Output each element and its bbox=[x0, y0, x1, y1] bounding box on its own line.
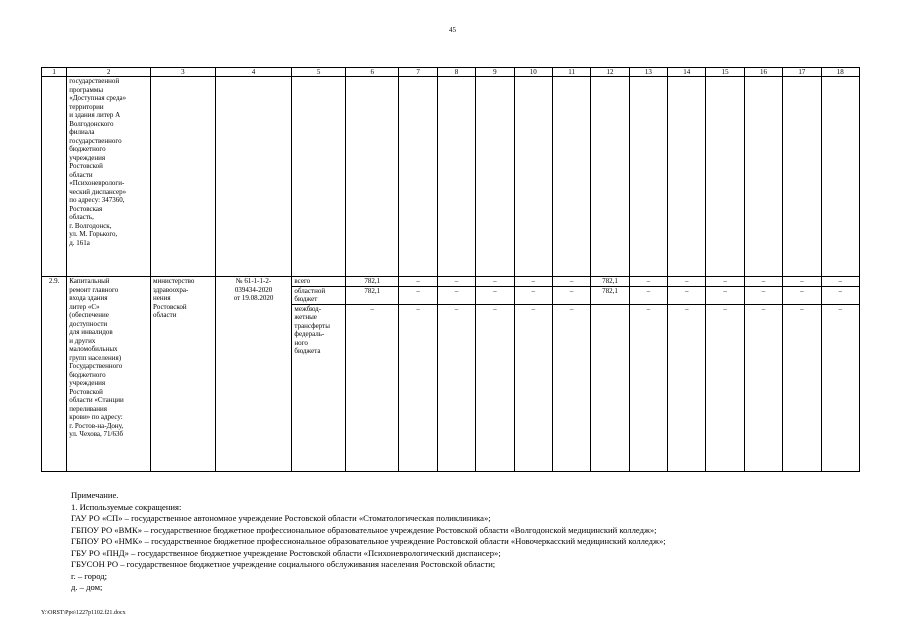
value-total: – bbox=[761, 277, 766, 285]
header-cell: 12 bbox=[591, 68, 629, 77]
cell-executor bbox=[151, 277, 216, 472]
table-row bbox=[42, 77, 860, 277]
notes-block bbox=[71, 490, 871, 594]
text-line: учреждения bbox=[69, 379, 106, 387]
value-federal: – bbox=[476, 304, 513, 314]
text-line: маломобильных bbox=[69, 345, 118, 353]
note-line: ГАУ РО «СП» – государственное автономное учреждение Ростовской области «Стоматологическая поликлиника»; bbox=[71, 513, 491, 523]
header-cell: 13 bbox=[629, 68, 667, 77]
value-cell bbox=[706, 277, 744, 472]
value-total: – bbox=[531, 277, 536, 285]
cell-source bbox=[292, 277, 346, 472]
text-line: область, bbox=[69, 213, 94, 221]
text-line: государственной bbox=[69, 77, 120, 85]
text-line: бюджетного bbox=[69, 145, 106, 153]
notes-title: Примечание. bbox=[71, 490, 119, 500]
value-federal: – bbox=[745, 304, 782, 314]
text-line: д. 161а bbox=[69, 238, 90, 247]
source-regional bbox=[292, 286, 345, 304]
text-line: (обеспечение bbox=[69, 311, 109, 319]
value-total: – bbox=[493, 277, 497, 285]
value-federal: – bbox=[668, 304, 705, 314]
header-cell: 2 bbox=[67, 68, 151, 77]
text-line: области bbox=[69, 170, 93, 179]
text-line: Волгодонского bbox=[69, 119, 114, 128]
text-line: групп населения) bbox=[69, 353, 122, 362]
text-line: доступности bbox=[69, 319, 108, 328]
text-line: от 19.08.2020 bbox=[233, 294, 274, 302]
header-cell: 16 bbox=[744, 68, 782, 77]
text-line: ремонт главного bbox=[69, 285, 119, 294]
value-total: – bbox=[646, 277, 651, 285]
value-total: 782,1 bbox=[602, 277, 618, 285]
value-cell bbox=[591, 277, 629, 472]
cell-num: 2.9. bbox=[42, 277, 67, 472]
value-cell bbox=[345, 277, 399, 472]
note-line: д. – дом; bbox=[71, 582, 103, 592]
value-cell bbox=[552, 277, 590, 472]
value-regional: – bbox=[706, 286, 743, 304]
text-line: переливания bbox=[69, 404, 107, 413]
value-cell bbox=[514, 277, 552, 472]
text-line: нения bbox=[153, 294, 171, 302]
header-cell: 10 bbox=[514, 68, 552, 77]
text-line: бюджет bbox=[294, 295, 318, 303]
text-line: трансферты bbox=[294, 321, 330, 330]
source-federal bbox=[292, 304, 345, 356]
cell-num bbox=[42, 77, 67, 277]
text-line: областной bbox=[294, 286, 326, 295]
text-line: области bbox=[153, 311, 177, 319]
text-line: крови» по адресу: bbox=[69, 413, 123, 421]
value-regional: – bbox=[783, 286, 820, 304]
value-total: – bbox=[569, 277, 574, 285]
value-federal: – bbox=[346, 304, 399, 314]
value-cell bbox=[668, 277, 706, 472]
text-line: литер «С» bbox=[69, 302, 100, 311]
page-number: 45 bbox=[449, 26, 456, 34]
text-line: Государственного bbox=[69, 362, 123, 370]
text-line: программы bbox=[69, 85, 104, 94]
header-cell: 14 bbox=[668, 68, 706, 77]
header-cell: 4 bbox=[215, 68, 292, 77]
text-line: бюджетного bbox=[69, 370, 106, 379]
text-line: «Доступная среда» bbox=[69, 94, 127, 102]
file-path: Y:\ORST\Ppo\1227p1102.f21.docx bbox=[41, 610, 126, 616]
value-cell bbox=[399, 277, 437, 472]
value-regional: – bbox=[438, 286, 475, 304]
value-cell bbox=[821, 277, 859, 472]
value-federal: – bbox=[399, 304, 436, 314]
header-cell: 1 bbox=[42, 68, 67, 77]
value-federal: – bbox=[630, 304, 667, 314]
text-line: Ростовской bbox=[69, 387, 103, 396]
text-line: министерство bbox=[153, 277, 195, 285]
text-line: ческий диспансер» bbox=[69, 187, 127, 196]
header-cell: 17 bbox=[783, 68, 821, 77]
value-cell bbox=[629, 277, 667, 472]
note-line: г. – город; bbox=[71, 570, 108, 581]
text-line: № 61-1-1-2- bbox=[235, 277, 272, 285]
value-federal: – bbox=[438, 304, 475, 314]
header-cell: 11 bbox=[552, 68, 590, 77]
value-regional: – bbox=[822, 286, 859, 304]
text-line: жетные bbox=[294, 313, 317, 321]
table-row bbox=[42, 277, 860, 472]
value-regional: – bbox=[668, 286, 705, 304]
text-line: межбюд- bbox=[294, 304, 322, 313]
text-line: федераль- bbox=[294, 330, 325, 338]
value-total: – bbox=[723, 277, 727, 285]
text-line: г. Волгодонск, bbox=[69, 221, 112, 230]
value-regional: – bbox=[515, 286, 552, 304]
value-cell bbox=[783, 277, 821, 472]
header-cell: 15 bbox=[706, 68, 744, 77]
value-total: – bbox=[454, 277, 459, 285]
text-line: и здания литер А bbox=[69, 111, 121, 119]
text-line: территории bbox=[69, 102, 104, 111]
value-federal: – bbox=[706, 304, 743, 314]
text-line: Капитальный bbox=[69, 277, 110, 285]
text-line: здравоохра- bbox=[153, 285, 189, 294]
header-cell: 9 bbox=[476, 68, 514, 77]
value-cell bbox=[744, 277, 782, 472]
text-line: входа здания bbox=[69, 294, 108, 302]
text-line: ного bbox=[294, 338, 308, 347]
value-federal bbox=[591, 304, 628, 314]
header-cell: 6 bbox=[345, 68, 399, 77]
value-federal: – bbox=[822, 304, 859, 314]
cell-name bbox=[67, 77, 151, 277]
value-regional: – bbox=[630, 286, 667, 304]
note-line: ГБУ РО «ПНД» – государственное бюджетное учреждение Ростовской области «Психоневрологический диспансер»; bbox=[71, 547, 501, 558]
text-line: Ростовская bbox=[69, 204, 103, 213]
value-regional: 782,1 bbox=[346, 286, 399, 304]
text-line: филиала bbox=[69, 128, 95, 136]
text-line: учреждения bbox=[69, 153, 106, 162]
value-total: – bbox=[685, 277, 689, 285]
value-total: – bbox=[838, 277, 843, 285]
header-cell: 7 bbox=[399, 68, 437, 77]
value-cell bbox=[437, 277, 475, 472]
value-cell bbox=[476, 277, 514, 472]
note-line: ГБПОУ РО «ВМК» – государственное бюджетное профессиональное образовательное учреждение Ростовской области «Волгодонской медицинский колледж»; bbox=[71, 524, 657, 535]
header-cell: 18 bbox=[821, 68, 859, 77]
value-federal: – bbox=[553, 304, 590, 314]
text-line: ул. Чехова, 71/63б bbox=[69, 430, 124, 438]
header-cell: 5 bbox=[292, 68, 346, 77]
text-line: государственного bbox=[69, 136, 122, 145]
text-line: «Психоневрологи- bbox=[69, 179, 125, 187]
header-cell: 8 bbox=[437, 68, 475, 77]
note-line: ГБУСОН РО – государственное бюджетное учреждение социального обслуживания населения Ростовской области; bbox=[71, 559, 496, 569]
value-total: – bbox=[416, 277, 420, 285]
notes-item-1: 1. Используемые сокращения: bbox=[71, 501, 182, 512]
text-line: области «Станции bbox=[69, 396, 124, 404]
text-line: по адресу: 347360, bbox=[69, 196, 125, 204]
value-regional: 782,1 bbox=[591, 286, 628, 304]
value-regional: – bbox=[399, 286, 436, 304]
text-line: Ростовской bbox=[69, 162, 103, 170]
text-line: Ростовской bbox=[153, 302, 187, 311]
header-cell: 3 bbox=[151, 68, 216, 77]
text-line: для инвалидов bbox=[69, 328, 113, 336]
program-table bbox=[41, 67, 860, 472]
value-federal: – bbox=[783, 304, 820, 314]
text-line: г. Ростов-на-Дону, bbox=[69, 421, 124, 430]
table-header-row bbox=[42, 68, 860, 77]
text-line: бюджета bbox=[294, 347, 321, 355]
value-total: – bbox=[800, 277, 804, 285]
text-line: и других bbox=[69, 336, 96, 345]
source-total: всего bbox=[294, 277, 311, 285]
cell-contract bbox=[215, 277, 292, 472]
value-federal: – bbox=[515, 304, 552, 314]
value-regional: – bbox=[745, 286, 782, 304]
text-line: ул. М. Горького, bbox=[69, 230, 118, 238]
note-line: ГБПОУ РО «НМК» – государственное бюджетное профессиональное образовательное учреждение Ростовской области «Новочеркасский медицинский колледж»; bbox=[71, 536, 666, 546]
value-total: 782,1 bbox=[364, 277, 381, 285]
cell-name bbox=[67, 277, 151, 472]
value-regional: – bbox=[553, 286, 590, 304]
value-regional: – bbox=[476, 286, 513, 304]
text-line: 039434-2020 bbox=[234, 285, 273, 294]
